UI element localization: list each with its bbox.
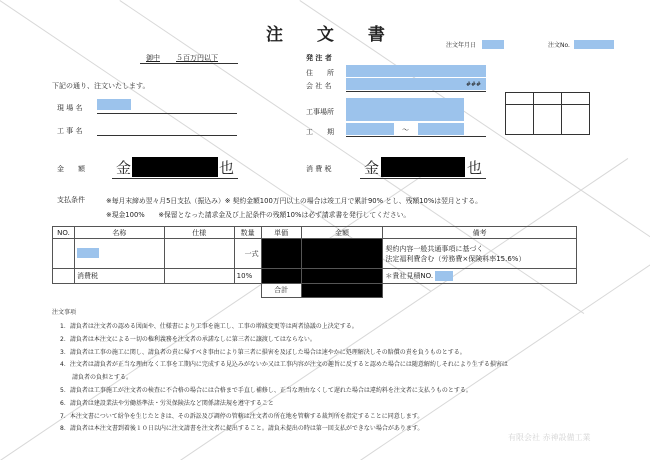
empty-cell — [164, 283, 234, 298]
address-label: 住 所 — [306, 69, 334, 77]
tax-suffix: 也 — [467, 159, 483, 177]
note-item: 請負者の負担とする。 — [60, 374, 133, 382]
order-date-field[interactable] — [482, 40, 504, 49]
site-name-underline — [97, 113, 237, 114]
company-mark: ### — [466, 81, 482, 88]
company-label: 会 社 名 — [306, 82, 332, 90]
approval-stamp-table — [505, 92, 590, 135]
work-name-underline — [97, 135, 237, 136]
empty-cell — [74, 283, 164, 298]
notes-heading: 注文事項 — [52, 309, 77, 316]
column-header: NO. — [53, 227, 75, 239]
column-header: 金額 — [301, 227, 383, 239]
row-unit-price-cell — [261, 269, 301, 284]
amount-prefix: 金 — [116, 159, 132, 177]
address-field[interactable] — [346, 65, 486, 77]
period-separator: ～ — [402, 126, 409, 134]
notes-list — [60, 321, 508, 436]
payment-line-1: ※毎月末締め翌々月5日支払（振込み）※ 契約金額100万円以上の場合は竣工月で累計90% とし、残額10%は翌月とする。 — [106, 197, 482, 205]
total-amount-cell — [301, 283, 383, 298]
order-items-table — [52, 226, 577, 298]
empty-cell — [53, 283, 75, 298]
note-line-2: 法定福利費含む（労務費×保険料率15.6%） — [385, 254, 526, 263]
recipient-underline — [140, 63, 238, 64]
total-label: 合計 — [261, 283, 301, 298]
table-row — [53, 239, 577, 269]
table-header-row — [53, 227, 577, 239]
work-name-label: 工 事 名 — [57, 127, 83, 135]
note-item: 5．請負者は工事施工が注文者の検査に不合格の場合には合格まで手直し補修し、正当な理由なくして遅れた場合は違約料を注文者に支払うものとする。 — [60, 386, 472, 394]
column-header: 仕様 — [164, 227, 234, 239]
period-label: 工 期 — [306, 128, 334, 136]
tax-underline — [360, 178, 486, 179]
orderer-heading: 発 注 者 — [306, 54, 332, 62]
payment-label: 支払条件 — [57, 196, 85, 204]
amount-suffix: 也 — [219, 159, 235, 177]
stamp-header — [534, 93, 562, 105]
estimate-no-field[interactable] — [435, 271, 453, 281]
table-row — [53, 269, 577, 284]
row-unit-price-cell — [261, 239, 301, 269]
order-date-label: 注文年月日 — [446, 42, 477, 49]
table-total-row — [53, 283, 577, 298]
note-item: 6．請負者は建設業法や労働基準法・労災保険法など関係諸法規を遵守すること — [60, 399, 274, 407]
site-name-field[interactable] — [97, 99, 131, 110]
column-header: 単価 — [261, 227, 301, 239]
order-no-field[interactable] — [574, 40, 614, 49]
footer-company-watermark: 有限会社 赤神設備工業 — [508, 433, 591, 442]
order-no-label: 注文No. — [548, 42, 570, 49]
tax-prefix: 金 — [364, 159, 380, 177]
row-qty-cell: 一式 — [234, 239, 261, 269]
stamp-box[interactable] — [562, 105, 590, 135]
row-no-cell[interactable] — [53, 239, 75, 269]
estimate-no-label: ＊貴社見積NO. — [385, 271, 434, 280]
work-location-label: 工事場所 — [306, 108, 334, 116]
column-header: 備考 — [383, 227, 577, 239]
amount-value-redacted — [132, 157, 218, 177]
company-underline — [346, 91, 486, 92]
note-item: 2．請負者は本注文による一切の権利義務を注文者の承諾なしに第三者に譲渡してはならない。 — [60, 335, 316, 343]
row-no-cell[interactable] — [53, 269, 75, 284]
period-start-field[interactable] — [346, 123, 394, 135]
empty-cell — [383, 283, 577, 298]
site-name-label: 現 場 名 — [57, 104, 83, 112]
row-qty-cell: 10% — [234, 269, 261, 284]
item-name-field[interactable] — [77, 248, 99, 258]
amount-underline — [112, 178, 238, 179]
note-item: 3．請負者は工事の施工に関し、請負者の責に帰すべき事由により第三者に損害を及ぼした場合は速やかに処理解決しその賠償の責を負うものとする。 — [60, 348, 466, 356]
stamp-header — [506, 93, 534, 105]
tax-label: 消 費 税 — [306, 165, 332, 173]
note-item: 4．注文者は請負者が正当な理由なく工事を工期内に完成する見込みがないか又は工事内容が注文の趣旨に反すると認めた場合には随意解約しそれにより生ずる損害は — [60, 361, 508, 369]
note-item: 7．本注文書について紛争を生じたときは、その訴訟及び調停の管轄は注文者の所在地を管轄する裁判所を指定することに同意します。 — [60, 412, 424, 420]
row-amount-cell — [301, 239, 383, 269]
period-underline — [346, 136, 486, 137]
note-line-1: 契約内容一般共通事項に基づく — [385, 244, 484, 253]
amount-label: 金 額 — [57, 165, 85, 173]
stamp-box[interactable] — [534, 105, 562, 135]
row-amount-cell — [301, 269, 383, 284]
row-spec-cell[interactable] — [164, 269, 234, 284]
period-end-field[interactable] — [418, 123, 464, 135]
row-name-cell: 消費税 — [74, 269, 164, 284]
row-name-cell[interactable] — [74, 239, 164, 269]
company-field[interactable] — [346, 78, 486, 90]
payment-line-2: ※現金100% ※保留となった請求金及び上記条件の残額10%は必ず請求書を発行してください。 — [106, 211, 411, 219]
row-note-cell — [383, 239, 577, 269]
recipient-suffix: 御中 — [146, 54, 160, 62]
empty-cell — [234, 283, 261, 298]
amount-range: ５百万円以下 — [176, 54, 218, 62]
row-note-cell — [383, 269, 577, 284]
tax-value-redacted — [381, 157, 465, 177]
work-location-field[interactable] — [346, 98, 464, 121]
column-header: 名称 — [74, 227, 164, 239]
intro-text: 下記の通り、注文いたします。 — [52, 82, 150, 90]
column-header: 数量 — [234, 227, 261, 239]
note-item: 8．請負者は本注文書到着後１０日以内に注文請書を注文者に提出すること。請負未提出の時は第一回支払ができない場合があります。 — [60, 425, 424, 433]
note-item: 1．請負者は注文者の認める図面や、仕様書により工事を施工し、工事の増減変更等は両者協議の上決定する。 — [60, 323, 358, 330]
row-spec-cell[interactable] — [164, 239, 234, 269]
stamp-box[interactable] — [506, 105, 534, 135]
stamp-header — [562, 93, 590, 105]
document-title: 注 文 書 — [266, 25, 399, 45]
